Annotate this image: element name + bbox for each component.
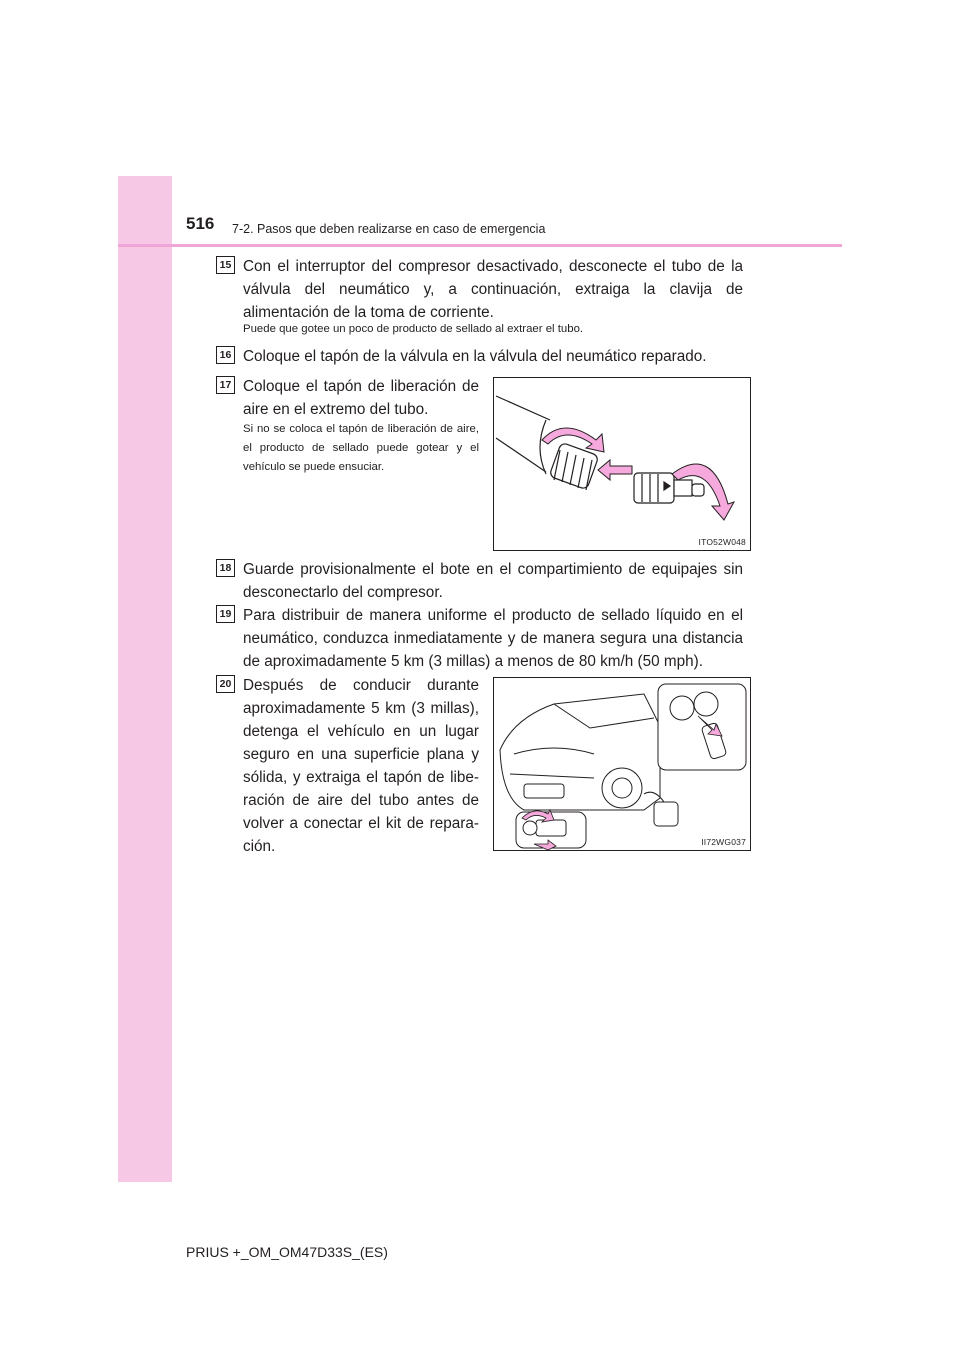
step-number-16: 16 (216, 346, 235, 364)
step-15-note: Puede que gotee un poco de producto de sellado al extraer el tubo. (243, 323, 584, 335)
step-18-text: Guarde provisionalmente el bote en el compartimiento de equipajes sin desconectarlo del compresor. (243, 561, 743, 601)
step-number-17: 17 (216, 376, 235, 394)
chapter-sidebar-tab (118, 176, 172, 1182)
step-number-15: 15 (216, 256, 235, 274)
section-title: 7-2. Pasos que deben realizarse en caso de emergencia (232, 222, 546, 236)
air-release-cap-illustration (494, 378, 750, 550)
step-17-text: Coloque el tapón de liberación de aire en el extremo del tubo. (243, 378, 479, 418)
figure-code: II72WG037 (701, 837, 746, 847)
step-19-text: Para distribuir de manera uniforme el producto de sellado líquido en el neumático, conduzca inmediatamente y de manera segura una distancia de aproximadamente 5 km (3 millas) a menos de 80 km/h (50 mph). (243, 607, 743, 670)
step-number-20: 20 (216, 675, 235, 693)
header-divider (118, 244, 842, 247)
step-16-text: Coloque el tapón de la válvula en la válvula del neumático reparado. (243, 348, 707, 365)
figure-air-release-cap (493, 377, 751, 551)
document-code: PRIUS +_OM_OM47D33S_(ES) (186, 1244, 388, 1260)
vehicle-tire-repair-illustration (494, 678, 750, 850)
step-number-18: 18 (216, 559, 235, 577)
step-20-text: Después de conducir durante aproximadamente 5 km (3 millas), detenga el vehículo en un lugar seguro en una superficie plana y sólida, y extraiga el tapón de libe-ración de aire del tubo antes de volver a conectar el kit de repara-ción. (243, 677, 479, 855)
step-17-note: Si no se coloca el tapón de liberación de aire, el producto de sellado puede gotear y el vehículo se puede ensuciar. (243, 423, 479, 473)
step-number-19: 19 (216, 605, 235, 623)
step-15-text: Con el interruptor del compresor desactivado, desconecte el tubo de la válvula del neumático y, a continuación, extraiga la clavija de alimentación de la toma de corriente. (243, 258, 743, 321)
figure-vehicle-tire-repair (493, 677, 751, 851)
figure-code: ITO52W048 (698, 537, 746, 547)
page-number: 516 (186, 214, 215, 233)
